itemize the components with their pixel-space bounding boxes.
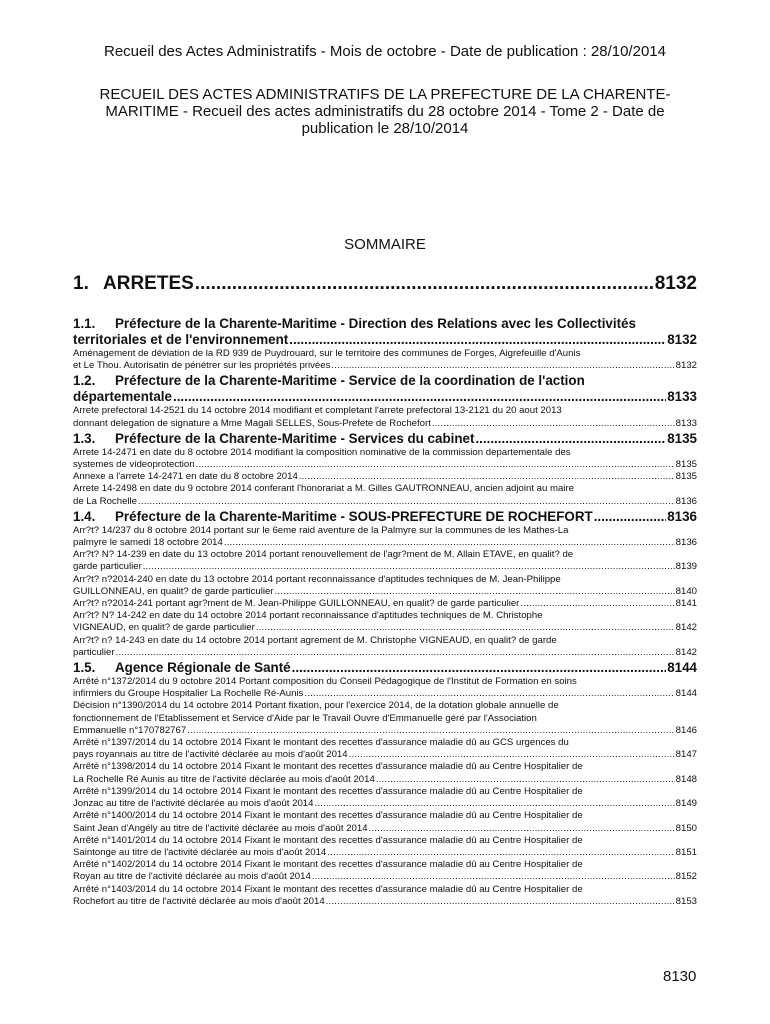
sommaire-heading: SOMMAIRE <box>344 236 426 253</box>
toc-entry-text: Arrêté n°1372/2014 du 9 octobre 2014 Portant composition du Conseil Pédagogique de l'Institut de Formation en soins <box>73 676 577 688</box>
page-number: 8130 <box>663 968 697 985</box>
toc-leader-dots <box>520 598 674 610</box>
toc-leader-dots <box>196 459 675 471</box>
toc-section-page: 8136 <box>667 508 697 524</box>
toc-entry-text: Arrêté n°1398/2014 du 14 octobre 2014 Fixant le montant des recettes d'assurance maladie dû au Centre Hospitalier de <box>73 761 583 773</box>
toc-section-number: 1.2. <box>73 373 96 389</box>
toc-entry-page: 8142 <box>675 622 697 634</box>
toc-leader-dots <box>327 847 674 859</box>
toc-main-label: ARRETES <box>103 273 194 294</box>
toc-section-title: Agence Régionale de Santé <box>115 660 291 676</box>
toc-entry-last-line <box>73 586 697 598</box>
toc-entry-text-end: garde particulier <box>73 561 142 573</box>
toc-leader-dots <box>116 647 675 659</box>
toc-main-entry[interactable] <box>73 273 697 295</box>
toc-section-title-end: départementale <box>73 389 172 405</box>
toc-section[interactable] <box>73 316 697 348</box>
toc-entry-text: Arrêté n°1402/2014 du 14 octobre 2014 Fixant le montant des recettes d'assurance maladie dû au Centre Hospitalier de <box>73 859 583 871</box>
toc-entry-text-end: Annexe a l'arrete 14-2471 en date du 8 octobre 2014 <box>73 471 298 483</box>
toc-entry-text-end: Jonzac au titre de l'activité déclarée au mois d'août 2014 <box>73 798 314 810</box>
toc-leader-dots <box>299 471 675 483</box>
toc-entry-text: Arrêté n°1399/2014 du 14 octobre 2014 Fixant le montant des recettes d'assurance maladie dû au Centre Hospitalier de <box>73 785 583 797</box>
toc-section-page: 8144 <box>667 660 697 676</box>
toc-entry[interactable] <box>73 598 697 610</box>
toc-entry-text-end: La Rochelle Ré Aunis au titre de l'activité déclarée au mois d'août 2014 <box>73 773 375 785</box>
toc-entry-text: fonctionnement de l'Etablissement et Service d'Aide par le Travail Ouvre d'Emmanuelle géré par l'Association <box>73 712 537 724</box>
toc-leader-dots <box>432 418 675 430</box>
toc-entry-page: 8132 <box>675 360 697 372</box>
toc-entry-last-line <box>73 871 697 883</box>
toc-main-page: 8132 <box>654 273 697 294</box>
toc-leader-dots <box>275 586 675 598</box>
toc-leader-dots <box>173 389 666 405</box>
toc-entry-last-line <box>73 471 697 483</box>
toc-entry-last-line <box>73 496 697 508</box>
toc-entry-text: Arr?t? N? 14-242 en date du 14 octobre 2014 portant reconnaissance d'aptitudes techniques de M. Christophe <box>73 610 543 622</box>
toc-entry-page: 8135 <box>675 471 697 483</box>
toc-entry[interactable] <box>73 737 697 761</box>
toc-main-number: 1. <box>73 273 89 294</box>
toc-entry-text: Décision n°1390/2014 du 14 octobre 2014 Portant fixation, pour l'exercice 2014, de la dotation globale annuelle de <box>73 700 559 712</box>
toc-leader-dots <box>312 871 675 883</box>
toc-entry-last-line <box>73 823 697 835</box>
toc-leader-dots <box>292 660 667 676</box>
toc-entry-page: 8148 <box>675 773 697 785</box>
toc-entry[interactable] <box>73 525 697 549</box>
toc-section-page: 8135 <box>667 430 697 446</box>
toc-leader-dots <box>289 332 666 348</box>
toc-section-title: Préfecture de la Charente-Maritime - Services du cabinet <box>115 430 475 446</box>
toc-entry-last-line <box>73 725 697 737</box>
toc-entry-text: Arr?t? 14/237 du 8 octobre 2014 portant sur le 6eme raid aventure de la Palmyre sur la communes de les Mathes-La <box>73 524 569 536</box>
toc-section[interactable] <box>73 431 697 447</box>
toc-section-page: 8132 <box>667 332 697 347</box>
toc-entry-text: Arr?t? N? 14-239 en date du 13 octobre 2014 portant renouvellement de l'agr?ment de M. Allain ETAVE, en qualit? de <box>73 549 574 561</box>
toc-section-heading-end <box>73 332 697 348</box>
toc-section-heading <box>73 431 697 447</box>
toc-entry-page: 8140 <box>675 585 697 597</box>
toc-entry[interactable] <box>73 635 697 659</box>
toc-entry[interactable] <box>73 786 697 810</box>
toc-leader-dots <box>475 431 666 447</box>
toc-entry-text: Arrete 14-2471 en date du 8 octobre 2014 modifiant la composition nominative de la commission departementale des <box>73 446 571 458</box>
toc-leader-dots <box>594 509 667 525</box>
toc-entry-page: 8151 <box>675 846 697 858</box>
toc-entry-last-line <box>73 896 697 908</box>
toc-entry-text-end: VIGNEAUD, en qualit? de garde particulier <box>73 622 255 634</box>
toc-section-page: 8133 <box>667 389 697 405</box>
toc-entry-last-line <box>73 622 697 634</box>
toc-entry[interactable] <box>73 549 697 573</box>
toc-entry-text-end: palmyre le samedi 18 octobre 2014 <box>73 537 223 549</box>
toc-entry-last-line <box>73 418 697 430</box>
toc-leader-dots <box>304 688 674 700</box>
toc-section-number: 1.5. <box>73 660 96 676</box>
toc-section-title: Préfecture de la Charente-Maritime - Service de la coordination de l'action <box>115 373 585 389</box>
toc-entry-page: 8141 <box>675 598 697 610</box>
toc-entry-page: 8146 <box>675 724 697 736</box>
toc-entry-last-line <box>73 798 697 810</box>
toc-entry-text-end: de La Rochelle <box>73 495 138 507</box>
toc-entry-text: Arrêté n°1403/2014 du 14 octobre 2014 Fixant le montant des recettes d'assurance maladie dû au Centre Hospitalier de <box>73 883 583 895</box>
toc-entry-text-end: GUILLONNEAU, en qualit? de garde particulier <box>73 585 274 597</box>
toc-section[interactable] <box>73 373 697 405</box>
toc-entry[interactable] <box>73 405 697 429</box>
toc-entry-page: 8149 <box>675 798 697 810</box>
toc-entry-last-line <box>73 647 697 659</box>
toc-entry-page: 8142 <box>675 646 697 658</box>
toc-section-number: 1.1. <box>73 316 96 331</box>
toc-entry-text: Arrêté n°1401/2014 du 14 octobre 2014 Fixant le montant des recettes d'assurance maladie dû au Centre Hospitalier de <box>73 834 583 846</box>
toc-leader-dots <box>369 823 675 835</box>
toc-leader-dots <box>195 273 654 295</box>
toc-entry-text: Arrete 14-2498 en date du 9 octobre 2014 conferant l'honorariat a M. Gilles GAUTRONNEAU, ancien adjoint au maire <box>73 483 574 495</box>
toc-entry-page: 8135 <box>675 459 697 471</box>
toc-leader-dots <box>143 561 675 573</box>
toc-entry-last-line <box>73 688 697 700</box>
toc-entry-text: Arr?t? n?2014-240 en date du 13 octobre 2014 portant reconnaissance d'aptitudes techniques de M. Jean-Philippe <box>73 573 561 585</box>
toc-entry-text: Aménagement de déviation de la RD 939 de Puydrouard, sur le territoire des communes de Forges, Aigrefeuille d'Aunis <box>73 348 581 359</box>
toc-entry[interactable] <box>73 761 697 785</box>
toc-entry-last-line <box>73 561 697 573</box>
toc-section-title-end: territoriales et de l'environnement <box>73 332 289 347</box>
toc-entry[interactable] <box>73 810 697 834</box>
toc-leader-dots <box>138 496 675 508</box>
toc-entry[interactable] <box>73 610 697 634</box>
toc-section[interactable] <box>73 660 697 676</box>
toc-leader-dots <box>326 896 675 908</box>
toc-entry[interactable] <box>73 574 697 598</box>
toc-entry-page: 8150 <box>675 822 697 834</box>
toc-section-title: Préfecture de la Charente-Maritime - Direction des Relations avec les Collectivités <box>115 316 636 331</box>
toc-section-heading <box>73 509 697 525</box>
toc-entry-text-end: Saint Jean d'Angély au titre de l'activité déclarée au mois d'août 2014 <box>73 822 368 834</box>
toc-leader-dots <box>314 798 674 810</box>
toc-entry-page: 8133 <box>675 417 697 429</box>
toc-section-number: 1.3. <box>73 430 96 446</box>
toc-leader-dots <box>349 749 675 761</box>
toc-section-heading <box>73 373 697 389</box>
toc-entry-page: 8136 <box>675 495 697 507</box>
toc-body <box>73 316 697 908</box>
toc-entry-text-end: Arr?t? n?2014-241 portant agr?ment de M. Jean-Philippe GUILLONNEAU, en qualit? de garde particulier <box>73 598 520 610</box>
toc-entry-text: Arrêté n°1397/2014 du 14 octobre 2014 Fixant le montant des recettes d'assurance maladie dû au GCS urgences du <box>73 737 569 749</box>
toc-entry-page: 8153 <box>675 895 697 907</box>
toc-entry-text: Arrete prefectoral 14-2521 du 14 octobre 2014 modifiant et completant l'arrete prefectoral 13-2121 du 20 aout 2013 <box>73 405 562 417</box>
toc-entry-last-line <box>73 360 697 372</box>
toc-leader-dots <box>256 622 675 634</box>
toc-entry-page: 8136 <box>675 537 697 549</box>
toc-entry-page: 8152 <box>675 871 697 883</box>
toc-leader-dots <box>224 537 675 549</box>
toc-entry-text: Arrêté n°1400/2014 du 14 octobre 2014 Fixant le montant des recettes d'assurance maladie dû au Centre Hospitalier de <box>73 810 583 822</box>
toc-entry-page: 8144 <box>675 688 697 700</box>
toc-entry-last-line <box>73 774 697 786</box>
toc-entry-text-end: particulier <box>73 646 115 658</box>
toc-entry[interactable] <box>73 676 697 700</box>
toc-section-number: 1.4. <box>73 508 96 524</box>
toc-entry-text-end: Saintonge au titre de l'activité déclarée au mois d'août 2014 <box>73 846 327 858</box>
toc-entry[interactable] <box>73 700 697 737</box>
toc-section-heading-end <box>73 389 697 405</box>
toc-entry-last-line <box>73 598 697 610</box>
toc-entry-text-end: Rochefort au titre de l'activité déclarée au mois d'août 2014 <box>73 895 325 907</box>
toc-entry[interactable] <box>73 471 697 483</box>
toc-entry[interactable] <box>73 483 697 507</box>
toc-entry-text-end: infirmiers du Groupe Hospitalier La Rochelle Ré-Aunis <box>73 688 304 700</box>
toc-entry[interactable] <box>73 348 697 372</box>
toc-entry-text-end: donnant delegation de signature a Mme Magali SELLES, Sous-Prefete de Rochefort <box>73 417 431 429</box>
toc-entry-page: 8147 <box>675 749 697 761</box>
toc-entry[interactable] <box>73 884 697 908</box>
toc-entry[interactable] <box>73 447 697 471</box>
toc-entry[interactable] <box>73 835 697 859</box>
toc-leader-dots <box>331 360 674 372</box>
toc-leader-dots <box>187 725 674 737</box>
toc-entry-last-line <box>73 847 697 859</box>
toc-section-title: Préfecture de la Charente-Maritime - SOUS-PREFECTURE DE ROCHEFORT <box>115 508 593 524</box>
document-title: RECUEIL DES ACTES ADMINISTRATIFS DE LA PREFECTURE DE LA CHARENTE-MARITIME - Recueil des actes administratifs du 28 octobre 2014 - Tome 2 - Date de publication le 28/10/2014 <box>99 86 671 137</box>
toc-entry-text: Arr?t? n? 14-243 en date du 14 octobre 2014 portant agrement de M. Christophe VIGNEAUD, en qualit? de garde <box>73 634 557 646</box>
toc-entry-text-end: systemes de videoprotection <box>73 459 195 471</box>
toc-entry-last-line <box>73 749 697 761</box>
toc-entry-page: 8139 <box>675 561 697 573</box>
toc-entry-text-end: pays royannais au titre de l'activité déclarée au mois d'août 2014 <box>73 749 348 761</box>
toc-section[interactable] <box>73 509 697 525</box>
toc-entry-text-end: Royan au titre de l'activité déclarée au mois d'août 2014 <box>73 871 311 883</box>
toc-section-heading <box>73 660 697 676</box>
toc-entry-text-end: et Le Thou. Autorisatin de pénétrer sur les propriétés privées <box>73 360 331 372</box>
page-header: Recueil des Actes Administratifs - Mois de octobre - Date de publication : 28/10/2014 <box>104 43 666 60</box>
toc-entry-text-end: Emmanuelle n°170782767 <box>73 724 187 736</box>
toc-leader-dots <box>376 774 675 786</box>
toc-entry-last-line <box>73 459 697 471</box>
toc-entry-last-line <box>73 537 697 549</box>
toc-section-heading <box>73 316 697 332</box>
toc-entry[interactable] <box>73 859 697 883</box>
